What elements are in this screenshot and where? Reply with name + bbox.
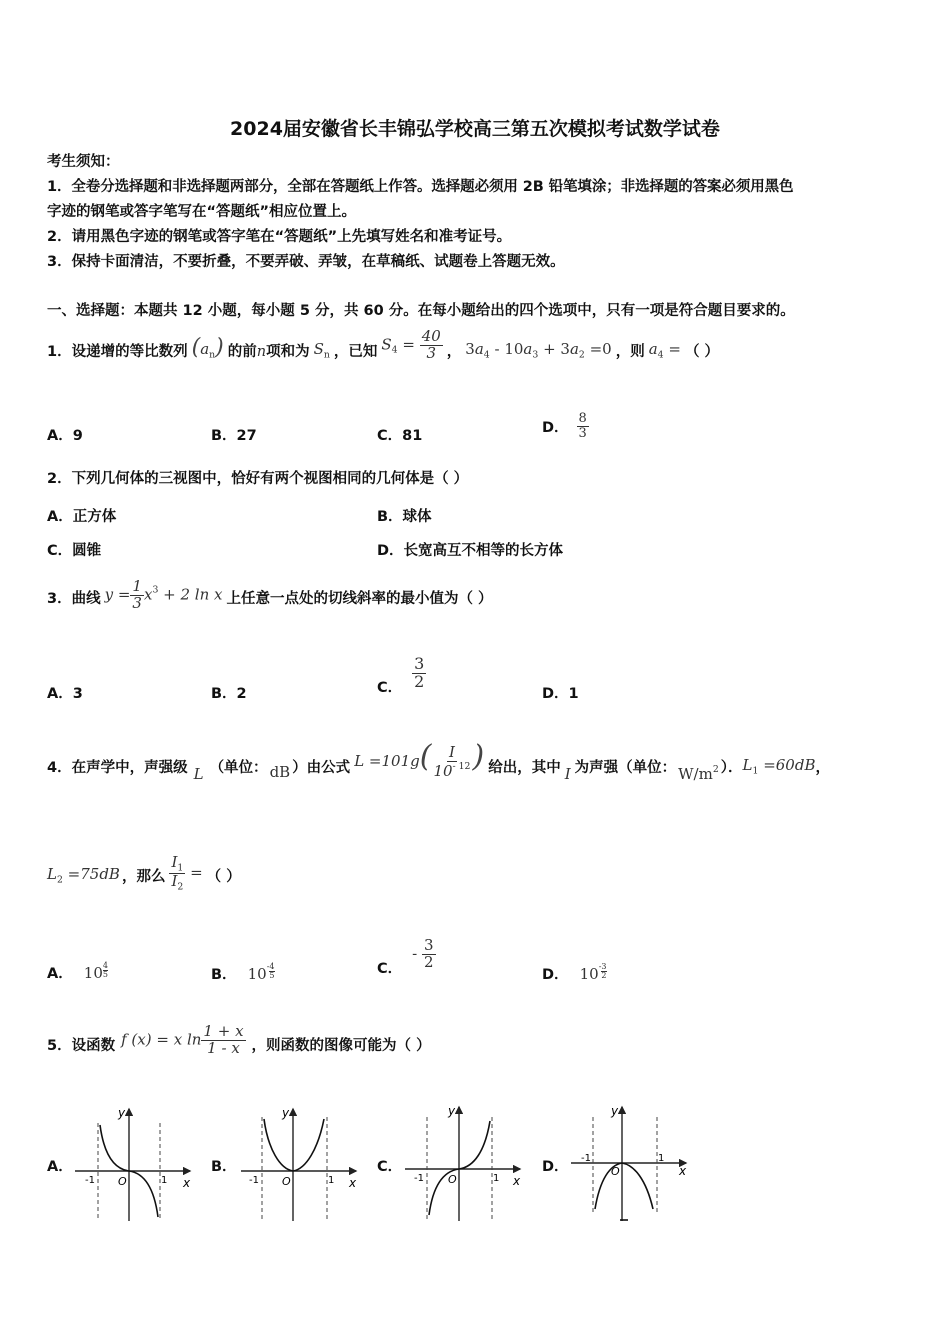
q4-text-7: ，: [815, 760, 830, 776]
q1-option-d-label: D．: [542, 419, 569, 436]
q4-text-5: 为声强（单位：: [574, 760, 677, 776]
graph-a-y-label: y: [118, 1106, 126, 1120]
q1-option-a[interactable]: A．9: [47, 428, 83, 444]
graph-c-x-label: x: [513, 1174, 521, 1188]
notice-line-1a: 1．全卷分选择题和非选择题两部分，全部在答题纸上作答。选择题必须用 2B 铅笔填涂；非选择题的答案必须用黑色: [47, 179, 794, 195]
graph-a-origin: O: [118, 1175, 127, 1188]
q4-option-c-value: - $\frac{3}{2}$: [412, 936, 434, 971]
q1-condition-2: $3a_4 - 10a_3 + 3a_2 =0$: [465, 339, 612, 361]
graph-d-origin: O: [611, 1165, 620, 1178]
q5-option-c[interactable]: C．: [377, 1159, 403, 1175]
q1-text-1: 1．设递增的等比数列: [47, 344, 188, 360]
q4-var-l: L: [193, 765, 204, 783]
q5-function: f (x) = x ln $\frac{1 + x}{1 - x}$: [121, 1021, 244, 1057]
graph-b-x-label: x: [349, 1176, 357, 1190]
q3-curve: y = $\frac{1}{3}$ $x^3 + 2$ ln x: [104, 576, 223, 612]
q1-text-3: 项和为: [266, 344, 310, 360]
graph-c-neg-one: -1: [414, 1173, 424, 1184]
q4-l2-value: $L_2 =75dB$: [47, 864, 120, 886]
q3-option-c[interactable]: [377, 654, 426, 696]
q1-text-4: ，已知: [333, 344, 378, 360]
graph-c-one: 1: [493, 1173, 500, 1184]
q4-option-b[interactable]: [211, 962, 275, 984]
q2-option-b[interactable]: B．球体: [377, 509, 432, 525]
graph-b-y-label: y: [282, 1106, 290, 1120]
q4-var-i: I: [564, 765, 571, 783]
graph-a-neg-one: -1: [85, 1175, 95, 1186]
question-4: [47, 740, 830, 796]
q1-text-2: 的前: [227, 344, 257, 360]
q4-text-8: ，那么: [121, 869, 166, 885]
q4-l1-value: $L_1 =60dB$: [742, 755, 816, 777]
question-4-cont: [47, 852, 241, 902]
q4-option-c-label: C．: [377, 960, 403, 977]
question-3: [47, 572, 493, 626]
q1-target: $a_4$ =: [648, 339, 681, 361]
graph-d-neg-one: -1: [581, 1153, 591, 1164]
graph-c-origin: O: [448, 1173, 457, 1186]
q5-text-2: ，则函数的图像可能为（ ）: [251, 1038, 431, 1054]
graph-b-one: 1: [328, 1175, 335, 1186]
question-5: [47, 1020, 431, 1072]
q1-text-7: （ ）: [684, 344, 720, 360]
graph-b-curve: [264, 1119, 324, 1171]
q1-sequence: $(a_n)$: [191, 335, 224, 361]
q5-option-a[interactable]: A．: [47, 1159, 73, 1175]
q3-option-a[interactable]: A．3: [47, 686, 83, 702]
q2-option-d[interactable]: D．长宽高互不相等的长方体: [377, 543, 564, 559]
q4-text-3: ）由公式: [292, 760, 351, 776]
graph-d-x-label: x: [679, 1164, 687, 1178]
graph-a[interactable]: [70, 1103, 200, 1225]
q4-text-1: 4．在声学中，声强级: [47, 760, 188, 776]
q4-ratio: $\frac{I_1}{I_2}$ =: [171, 852, 203, 892]
q4-option-b-value: 10- $\frac{4}{5}$: [247, 962, 275, 983]
graph-c-y-label: y: [448, 1104, 456, 1118]
q4-option-a[interactable]: [47, 962, 108, 983]
q1-option-d[interactable]: [542, 412, 589, 440]
q3-text-2: 上任意一点处的切线斜率的最小值为（ ）: [226, 591, 493, 607]
q4-formula: L =101g( $\frac{I}{10^{- 12}}$ ): [354, 739, 485, 780]
q4-text-9: （ ）: [206, 869, 241, 885]
q1-text-5: ，: [446, 344, 462, 360]
notice-line-2: 2．请用黑色字迹的钢笔或答字笔在“答题纸”上先填写姓名和准考证号。: [47, 229, 512, 245]
q4-option-b-label: B．: [211, 967, 237, 983]
q5-option-d[interactable]: D．: [542, 1159, 569, 1175]
q3-option-c-value: $\frac{3}{2}$: [414, 654, 425, 691]
q1-text-n: n: [256, 344, 267, 360]
q3-option-d[interactable]: D．1: [542, 686, 579, 702]
q4-option-a-label: A．: [47, 966, 73, 982]
question-1: [47, 326, 720, 374]
q3-option-c-label: C．: [377, 679, 403, 696]
graph-d[interactable]: [566, 1103, 696, 1225]
notice-heading: 考生须知：: [47, 154, 120, 170]
graph-a-one: 1: [161, 1175, 168, 1186]
graph-c[interactable]: [400, 1103, 530, 1225]
graph-b-origin: O: [282, 1175, 291, 1188]
section-heading: 一、选择题：本题共 12 小题，每小题 5 分，共 60 分。在每小题给出的四个选项中，只有一项是符合题目要求的。: [47, 303, 795, 319]
graph-b[interactable]: [236, 1103, 366, 1225]
q1-option-b[interactable]: B．27: [211, 428, 257, 444]
q4-unit-db: dB: [269, 763, 291, 781]
q5-option-b[interactable]: B．: [211, 1159, 237, 1175]
q1-option-d-value: $\frac{8}{3}$: [578, 411, 587, 441]
question-2: 2．下列几何体的三视图中，恰好有两个视图相同的几何体是（ ）: [47, 471, 469, 487]
q1-text-6: ，则: [615, 344, 645, 360]
notice-line-3: 3．保持卡面清洁，不要折叠，不要弄破、弄皱，在草稿纸、试题卷上答题无效。: [47, 254, 565, 270]
q3-text-1: 3．曲线: [47, 591, 101, 607]
q4-unit-wm2: $W/m^2$: [678, 764, 719, 783]
q4-option-c[interactable]: [377, 936, 436, 977]
q4-text-2: （单位：: [209, 760, 268, 776]
q4-option-a-value: 10 $\frac{4}{5}$: [83, 961, 108, 982]
graph-d-curve: [595, 1163, 653, 1209]
graph-a-x-label: x: [183, 1176, 191, 1190]
notice-line-1b: 字迹的钢笔或答字笔写在“答题纸”相应位置上。: [47, 204, 357, 220]
q2-option-c[interactable]: C．圆锥: [47, 543, 102, 559]
graph-b-neg-one: -1: [249, 1175, 259, 1186]
page-title: 2024届安徽省长丰锦弘学校高三第五次模拟考试数学试卷: [230, 118, 720, 140]
graph-d-one: 1: [658, 1153, 665, 1164]
q1-condition-1: $S_4$ = $\frac{40}{3}$: [381, 326, 441, 362]
q4-option-d-value: 10- $\frac{3}{2}$: [579, 962, 607, 983]
q3-option-b[interactable]: B．2: [211, 686, 247, 702]
q5-text-1: 5．设函数: [47, 1038, 116, 1054]
graph-d-y-label: y: [611, 1104, 619, 1118]
q1-option-c[interactable]: C．81: [377, 428, 423, 444]
q4-text-6: ）．: [720, 760, 743, 776]
q4-option-d[interactable]: [542, 962, 607, 984]
q4-option-d-label: D．: [542, 967, 569, 983]
q2-option-a[interactable]: A．正方体: [47, 509, 117, 525]
q1-sum: $S_n$: [313, 339, 330, 361]
q4-text-4: 给出，其中: [488, 760, 561, 776]
